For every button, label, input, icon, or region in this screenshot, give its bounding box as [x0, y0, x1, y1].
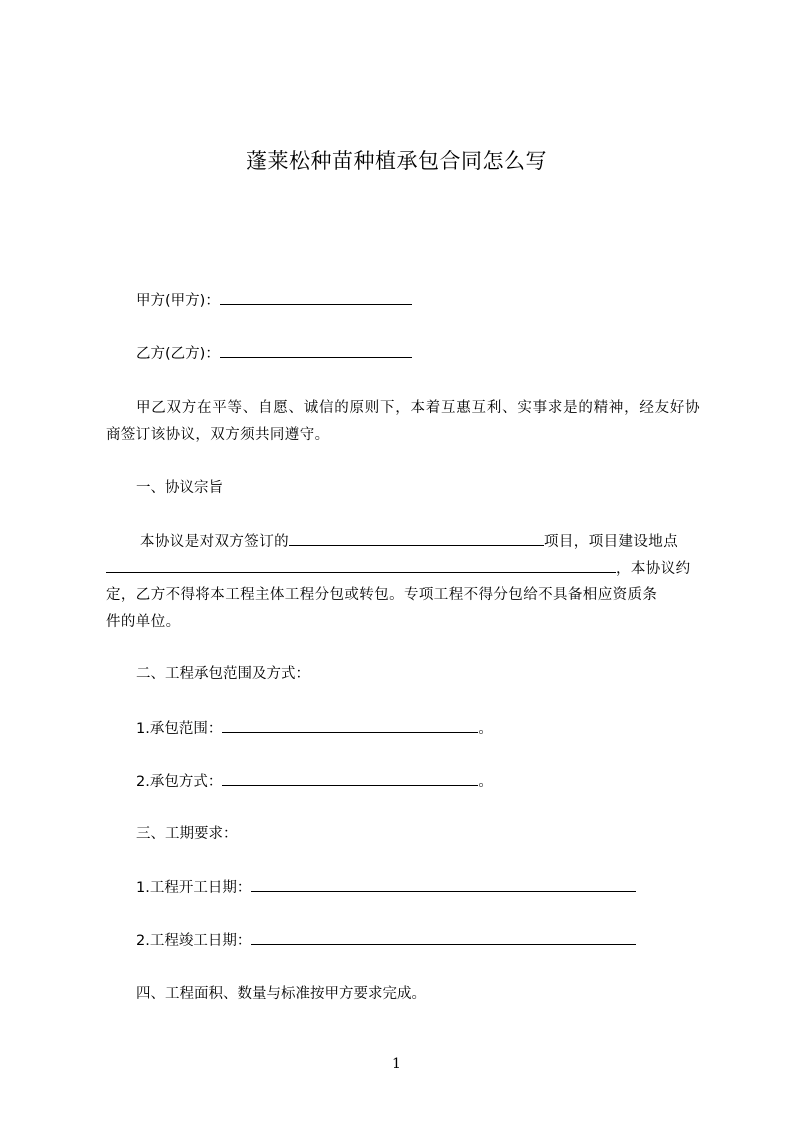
section1-line2-suffix: ，本协议约	[616, 561, 691, 577]
section4-heading: 四、工程面积、数量与标准按甲方要求完成。	[136, 986, 426, 1002]
party-a-blank[interactable]	[220, 290, 412, 305]
party-b-label: 乙方(乙方)：	[136, 346, 220, 362]
section1-line3: 定，乙方不得将本工程主体工程分包或转包。专项工程不得分包给不具备相应资质条	[106, 587, 658, 603]
scope-blank[interactable]	[222, 718, 478, 733]
section1-line1	[140, 531, 678, 552]
section1-line1-suffix: 项目，项目建设地点	[544, 534, 679, 550]
party-b-blank[interactable]	[220, 343, 412, 358]
section3-heading: 三、工期要求：	[136, 826, 238, 842]
project-location-blank[interactable]	[106, 558, 616, 573]
end-date-blank[interactable]	[251, 930, 636, 945]
party-b-line	[136, 343, 412, 364]
section1-line4: 件的单位。	[106, 614, 181, 630]
start-date-label: 1.工程开工日期：	[136, 880, 252, 896]
start-date-blank[interactable]	[251, 877, 636, 892]
method-line	[136, 771, 493, 792]
party-a-line	[136, 290, 412, 311]
end-date-label: 2.工程竣工日期：	[136, 933, 252, 949]
end-date-line	[136, 930, 636, 951]
method-label: 2.承包方式：	[136, 774, 223, 790]
scope-label: 1.承包范围：	[136, 721, 223, 737]
method-end: 。	[478, 774, 493, 790]
page-number: 1	[392, 1056, 401, 1072]
method-blank[interactable]	[222, 771, 478, 786]
section1-heading: 一、协议宗旨	[136, 480, 223, 496]
project-name-blank[interactable]	[289, 531, 544, 546]
document-title: 蓬莱松种苗种植承包合同怎么写	[246, 149, 547, 173]
intro-paragraph: 甲乙双方在平等、自愿、诚信的原则下，本着互惠互利、实事求是的精神，经友好协商签订该协议，双方须共同遵守。	[106, 400, 700, 443]
party-a-label: 甲方(甲方)：	[136, 293, 220, 309]
scope-line	[136, 718, 493, 739]
scope-end: 。	[478, 721, 493, 737]
section1-line2	[106, 558, 700, 579]
section1-line1-prefix: 本协议是对双方签订的	[140, 534, 289, 550]
section2-heading: 二、工程承包范围及方式：	[136, 666, 310, 682]
start-date-line	[136, 877, 636, 898]
